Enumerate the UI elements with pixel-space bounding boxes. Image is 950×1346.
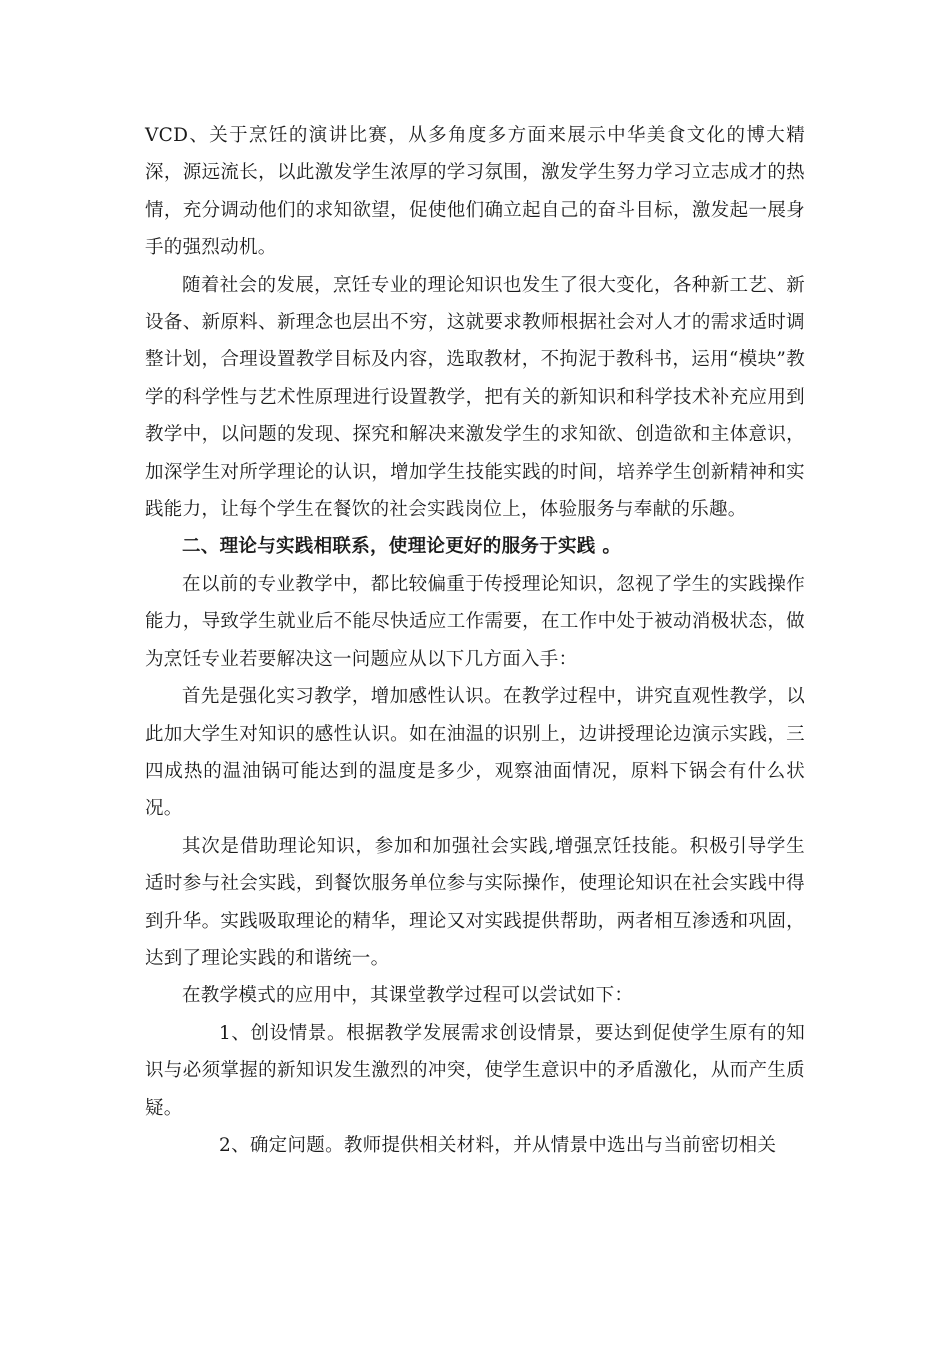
- paragraph-continuation: VCD、关于烹饪的演讲比赛，从多角度多方面来展示中华美食文化的博大精深，源远流长，以此激发学生浓厚的学习氛围，激发学生努力学习立志成才的热情，充分调动他们的求知欲望，促使他们确立起自己的奋斗目标，激发起一展身手的强烈动机。: [145, 125, 805, 259]
- paragraph-second-social-practice: 其次是借助理论知识，参加和加强社会实践,增强烹饪技能。积极引导学生适时参与社会实践，到餐饮服务单位参与实际操作，使理论知识在社会实践中得到升华。实践吸取理论的精华，理论又对实践提供帮助，两者相互渗透和巩固，达到了理论实践的和谐统一。: [145, 835, 805, 969]
- document-body: [145, 117, 805, 1164]
- paragraph-previous-teaching: 在以前的专业教学中，都比较偏重于传授理论知识，忽视了学生的实践操作能力，导致学生就业后不能尽快适应工作需要，在工作中处于被动消极状态，做为烹饪专业若要解决这一问题应从以下几方面入手：: [145, 573, 805, 670]
- section-heading-theory-practice: 二、理论与实践相联系，使理论更好的服务于实践 。: [182, 536, 622, 558]
- paragraph-first-strengthen-practice: 首先是强化实习教学，增加感性认识。在教学过程中，讲究直观性教学，以此加大学生对知识的感性认识。如在油温的识别上，边讲授理论边演示实践，三四成热的温油锅可能达到的温度是多少，观察油面情况，原料下锅会有什么状况。: [145, 686, 805, 820]
- list-item-create-scenario: 1、创设情景。根据教学发展需求创设情景，要达到促使学生原有的知识与必须掌握的新知识发生激烈的冲突，使学生意识中的矛盾激化，从而产生质疑。: [145, 1022, 805, 1119]
- paragraph-social-development: 随着社会的发展，烹饪专业的理论知识也发生了很大变化，各种新工艺、新设备、新原料、新理念也层出不穷，这就要求教师根据社会对人才的需求适时调整计划，合理设置教学目标及内容，选取教材，不拘泥于教科书，运用“模块”教学的科学性与艺术性原理进行设置教学，把有关的新知识和科学技术补充应用到教学中，以问题的发现、探究和解决来激发学生的求知欲、创造欲和主体意识，加深学生对所学理论的认识，增加学生技能实践的时间，培养学生创新精神和实践能力，让每个学生在餐饮的社会实践岗位上，体验服务与奉献的乐趣。: [145, 274, 805, 521]
- paragraph-teaching-mode: 在教学模式的应用中，其课堂教学过程可以尝试如下：: [182, 985, 634, 1007]
- list-item-define-problem: 2、确定问题。教师提供相关材料，并从情景中选出与当前密切相关: [219, 1134, 777, 1156]
